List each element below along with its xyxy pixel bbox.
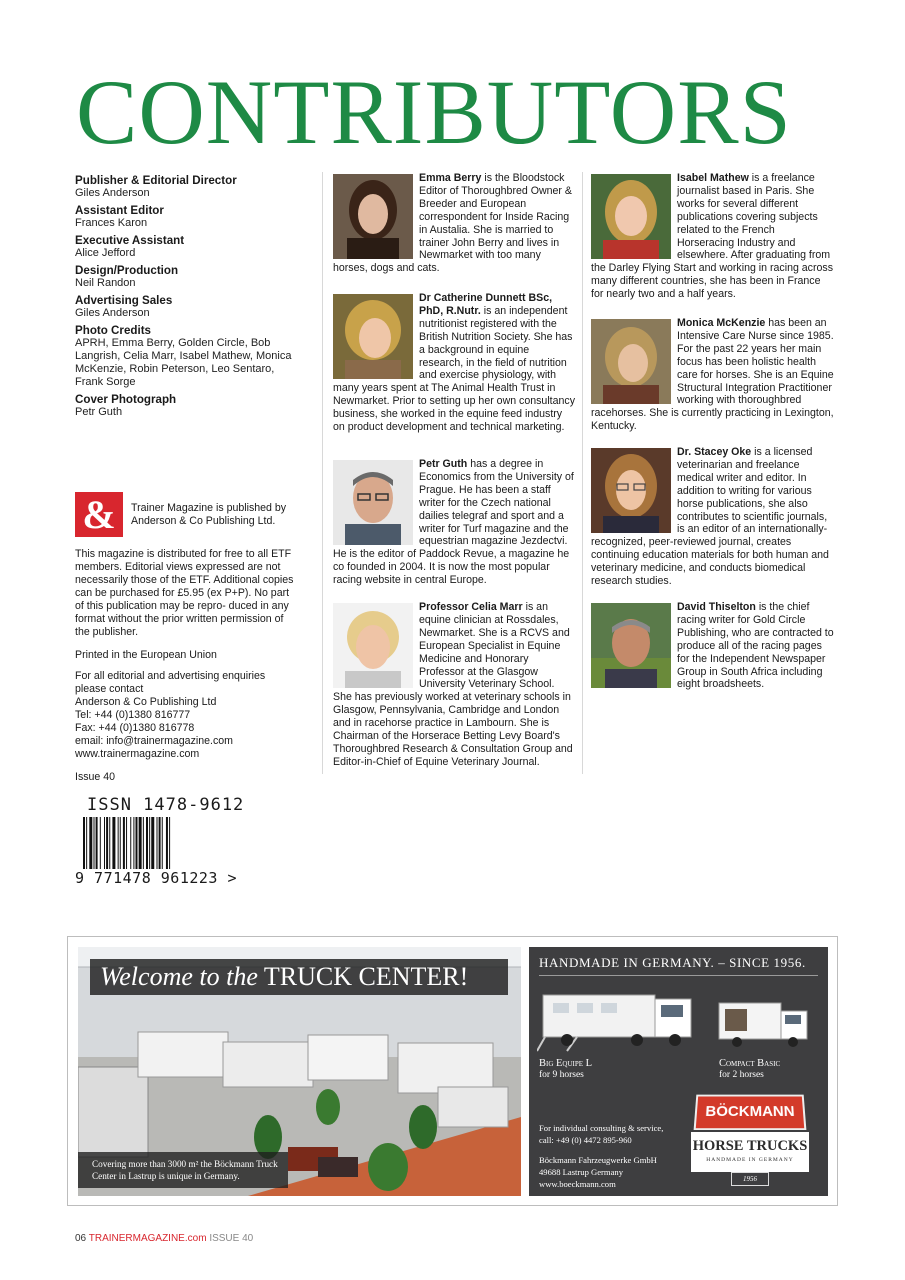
- barcode-stripe: [157, 817, 158, 869]
- model-capacity: for 9 horses: [539, 1070, 584, 1080]
- advertisement[interactable]: [67, 936, 838, 1206]
- publisher-logo: &: [75, 492, 123, 537]
- publisher-text: Trainer Magazine is published by Anderson & Co Publishing Ltd.: [131, 502, 287, 527]
- contributor-name: Isabel Mathew: [677, 172, 749, 184]
- contact-address: 49688 Lastrup Germany: [539, 1167, 624, 1177]
- contributor-celia-marr: [333, 601, 576, 769]
- masthead: [75, 174, 295, 419]
- contributor-bio: is a freelance journalist based in Paris. She works for several different publications covering subjects related to the French Horseracing Industry and elsewhere. After graduating from the Darley Flying Start and working in racing across many different countries, she has been in France for nearly two and a half years.: [591, 172, 833, 301]
- model-name: Big Equipe L: [539, 1058, 593, 1069]
- welcome-italic: Welcome to the: [100, 962, 258, 991]
- page-number: 06: [75, 1233, 87, 1244]
- barcode-stripe: [133, 817, 134, 869]
- printed-text: Printed in the European Union: [75, 649, 217, 661]
- issue-label: Issue 40: [75, 771, 116, 783]
- masthead-person: APRH, Emma Berry, Golden Circle, Bob Langrish, Celia Marr, Isabel Mathew, Monica McKenzie, Robin Peterson, Leo Sentaro, Frank Sorge: [75, 337, 292, 388]
- masthead-person: Frances Karon: [75, 217, 148, 229]
- contributor-petr-guth: [333, 458, 576, 587]
- barcode-stripe: [149, 817, 150, 869]
- ad-contact: [539, 1122, 689, 1190]
- logo-brand: BÖCKMANN: [694, 1095, 807, 1131]
- welcome-banner: [90, 959, 508, 995]
- fax: Fax: +44 (0)1380 816778: [75, 722, 195, 734]
- contributor-photo: [333, 603, 413, 688]
- ad-headline: HANDMADE IN GERMANY. – SINCE 1956.: [539, 955, 806, 970]
- barcode-number: 9 771478 961223 >: [75, 869, 238, 887]
- barcode-stripe: [106, 817, 108, 869]
- contributor-photo: [591, 174, 671, 259]
- contributor-name: David Thiselton: [677, 601, 756, 613]
- masthead-person: Petr Guth: [75, 406, 123, 418]
- model-capacity: for 2 horses: [719, 1070, 764, 1080]
- logo-sub: HANDMADE IN GERMANY: [706, 1157, 794, 1163]
- barcode: [75, 795, 255, 891]
- barcode-stripe: [83, 817, 85, 869]
- contributor-bio: has a degree in Economics from the University of Prague. He has been a staff writer for the Czech national dailies telegraf and sport and a writer for Turf magazine and the equestrian magazine Jezdectvi. He is the editor of Paddock Revue, a magazine he co founded in 2004. It is now the most popular racing website in central Europe.: [333, 458, 574, 587]
- barcode-stripe: [120, 817, 121, 869]
- contributor-emma-berry: [333, 172, 576, 275]
- contributor-isabel-mathew: [591, 172, 834, 301]
- contact-line: For individual consulting & service,: [539, 1123, 664, 1133]
- barcode-stripe: [130, 817, 131, 869]
- website[interactable]: www.trainermagazine.com: [75, 748, 200, 760]
- contributor-bio: has been an Intensive Care Nurse since 1985. For the past 22 years her main focus has been holistic health care for horses. She is an Equine Structural Integration Practitioner working with thoroughbred racehorses. She is currently practicing in Lexington, Kentucky.: [591, 317, 834, 433]
- masthead-role: Photo Credits: [75, 324, 152, 337]
- barcode-stripe: [146, 817, 148, 869]
- contributor-stacey-oke: [591, 446, 834, 588]
- masthead-role: Design/Production: [75, 264, 179, 277]
- barcode-stripe: [162, 817, 163, 869]
- contributor-bio: is an independent nutritionist registered with the British Nutrition Society. She has a background in equine research, in the field of nutrition and exercise physiology, with many years spent at The Animal Health Trust in Newmarket. Prior to setting up her own consultancy business, she worked in the equine feed industry on product development and technical marketing.: [333, 304, 576, 434]
- masthead-person: Alice Jefford: [75, 247, 136, 259]
- contributor-photo: [591, 603, 671, 688]
- email[interactable]: email: info@trainermagazine.com: [75, 735, 233, 747]
- masthead-role: Publisher & Editorial Director: [75, 174, 237, 187]
- distribution-text: This magazine is distributed for free to all ETF members. Editorial views expressed are not necessarily those of the ETF. Additional copies can be purchased for £5.95 (ex P+P). No part of this publication may be repro- duced in any format without the prior written permission of the publisher.: [75, 548, 294, 638]
- page-title: CONTRIBUTORS: [76, 61, 792, 163]
- ad-caption: Covering more than 3000 m² the Böckmann Truck Center in Lastrup is unique in Germany.: [78, 1152, 288, 1188]
- barcode-stripe: [151, 817, 154, 869]
- model-name: Compact Basic: [719, 1058, 781, 1069]
- contributor-monica-mckenzie: [591, 317, 834, 433]
- barcode-stripe: [86, 817, 87, 869]
- masthead-role: Cover Photograph: [75, 393, 177, 406]
- footer-site[interactable]: TRAINERMAGAZINE.com: [88, 1233, 207, 1244]
- ad-rule: [539, 975, 818, 976]
- masthead-person: Giles Anderson: [75, 307, 150, 319]
- model-compact-basic: [719, 1058, 780, 1081]
- barcode-stripe: [136, 817, 138, 869]
- enquiries-intro: For all editorial and advertising enquiries please contact: [75, 670, 266, 695]
- column-divider: [582, 172, 583, 774]
- contributor-photo: [333, 294, 413, 379]
- contributor-catherine-dunnett: [333, 292, 576, 434]
- barcode-stripe: [89, 817, 92, 869]
- barcode-stripe: [96, 817, 98, 869]
- welcome-caps: TRUCK CENTER!: [263, 962, 469, 991]
- contributor-name: Dr. Stacey Oke: [677, 446, 752, 458]
- masthead-role: Assistant Editor: [75, 204, 164, 217]
- contributor-bio: is the chief racing writer for Gold Circle Publishing, who are contracted to produce all of the racing pages for the Independent Newspaper Group in South Africa including eight broadsheets.: [677, 601, 834, 691]
- publisher-block: [75, 492, 295, 538]
- bockmann-logo: [689, 1094, 811, 1186]
- tel: Tel: +44 (0)1380 816777: [75, 709, 191, 721]
- contributor-photo: [333, 174, 413, 259]
- barcode-stripe: [126, 817, 127, 869]
- footer-issue: ISSUE 40: [209, 1233, 254, 1244]
- truck-compact-basic-image: [715, 995, 811, 1053]
- barcode-stripe: [109, 817, 110, 869]
- bockmann-panel: [529, 947, 828, 1196]
- barcode-stripe: [118, 817, 119, 869]
- truck-center-photo: [78, 947, 521, 1196]
- contributor-name: Professor Celia Marr: [419, 601, 523, 613]
- contributor-name: Monica McKenzie: [677, 317, 766, 329]
- barcode-stripe: [112, 817, 115, 869]
- barcode-stripe: [104, 817, 105, 869]
- barcode-stripe: [169, 817, 170, 869]
- contributor-bio: is an equine clinician at Rossdales, Newmarket. She is a RCVS and European Specialist in Equine Medicine and Honorary Professor at the Glasgow University Veterinary School. She has previously worked at veterinary schools in Glasgow, Pennsylvania, Cambridge and London and in racehorse practice in Lambourn. She is Chairman of the Horserace Betting Levy Board's Thoroughbred Research & Consultation Group and Editor-in-Chief of Equine Veterinary Journal.: [333, 601, 573, 768]
- barcode-stripe: [143, 817, 144, 869]
- contributor-name: Petr Guth: [419, 458, 468, 470]
- contributor-photo: [591, 448, 671, 533]
- barcode-stripe: [100, 817, 101, 869]
- masthead-role: Advertising Sales: [75, 294, 173, 307]
- contributor-bio: is a licensed veterinarian and freelance medical writer and editor. In addition to writing for various horse publications, she also contributes to scientific journals, is an editor of an internationally-recognized, peer-reviewed journal, creates continuing education materials for both human and veterinary medicine, and conducts biomedical research studies.: [591, 446, 829, 588]
- barcode-stripe: [94, 817, 95, 869]
- barcode-stripe: [166, 817, 168, 869]
- masthead-person: Neil Randon: [75, 277, 136, 289]
- contributor-photo: [591, 319, 671, 404]
- logo-year: 1956: [731, 1172, 769, 1186]
- barcode-stripe: [139, 817, 142, 869]
- contributor-name: Emma Berry: [419, 172, 482, 184]
- masthead-role: Executive Assistant: [75, 234, 185, 247]
- column-divider: [322, 172, 323, 774]
- barcode-bars: [83, 817, 249, 869]
- company-name: Anderson & Co Publishing Ltd: [75, 696, 217, 708]
- contributor-photo: [333, 460, 413, 545]
- model-big-equipe: [539, 1058, 592, 1081]
- barcode-stripe: [159, 817, 161, 869]
- barcode-stripe: [123, 817, 125, 869]
- contact-phone[interactable]: call: +49 (0) 4472 895-960: [539, 1135, 632, 1145]
- logo-plate: [689, 1130, 811, 1174]
- contact-company: Böckmann Fahrzeugwerke GmbH: [539, 1155, 657, 1165]
- page-footer: [75, 1233, 253, 1244]
- logo-main: HORSE TRUCKS: [692, 1138, 808, 1154]
- contributor-david-thiselton: [591, 601, 834, 691]
- issn-label: ISSN 1478-9612: [87, 795, 245, 815]
- contributor-name: Dr Catherine Dunnett BSc, PhD, R.Nutr.: [419, 292, 553, 317]
- truck-big-equipe-image: [537, 983, 699, 1053]
- contact-block: [75, 670, 295, 761]
- masthead-person: Giles Anderson: [75, 187, 150, 199]
- contributor-bio: is the Bloodstock Editor of Thoroughbred Owner & Breeder and European correspondent for Inside Racing in Austalia. She is married to trainer John Berry and lives in Newmarket with too many horses, dogs and cats.: [333, 172, 572, 275]
- contact-web[interactable]: www.boeckmann.com: [539, 1179, 616, 1189]
